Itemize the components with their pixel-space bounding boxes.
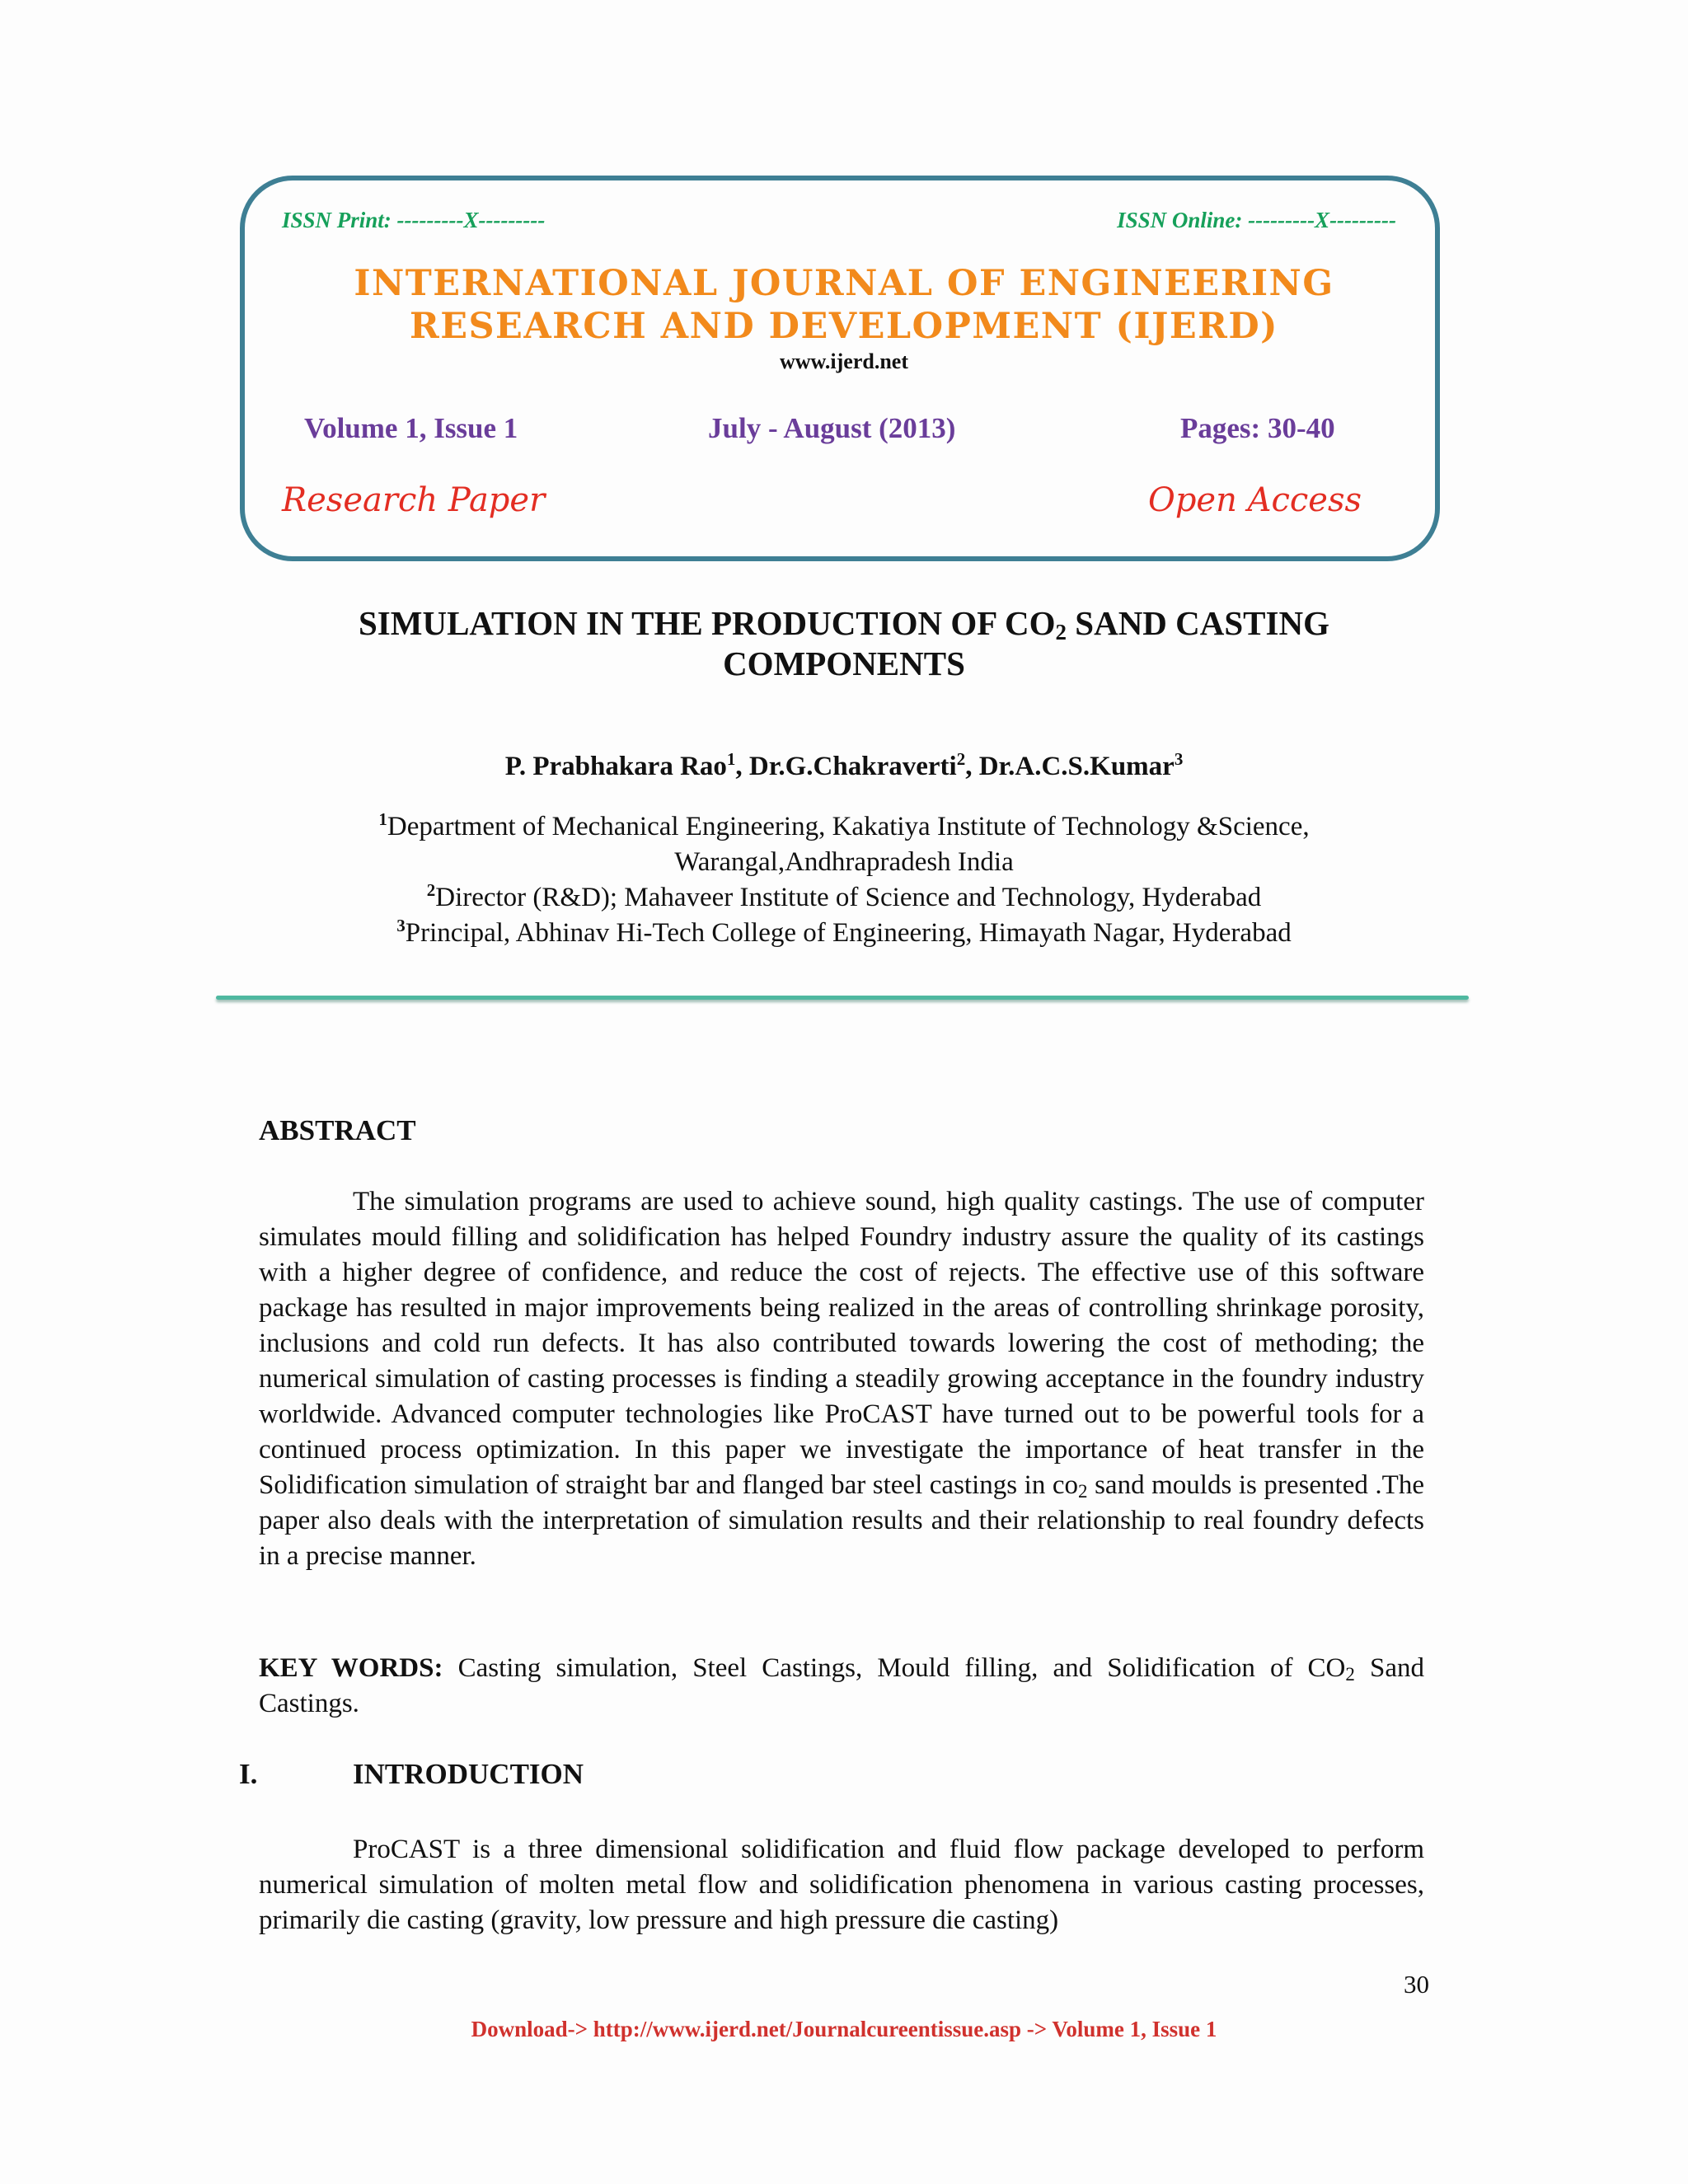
- open-access-label: Open Access: [1148, 481, 1362, 519]
- abstract-heading: ABSTRACT: [259, 1114, 416, 1146]
- affiliation-3: $^3$Principal, Abhinav Hi-Tech College of Engineering, Himayath Nagar, Hyderabad: [396, 916, 1292, 948]
- page-range: Pages: 30-40: [1180, 412, 1335, 444]
- author: P. Prabhakara Rao$^1$,: [504, 749, 749, 781]
- journal-title-line2: RESEARCH AND DEVELOPMENT (IJERD): [409, 306, 1278, 347]
- paper-title-line2: COMPONENTS: [723, 644, 965, 682]
- author: Dr.G.Chakraverti$^2$,: [748, 749, 979, 781]
- journal-title: [247, 262, 1441, 348]
- journal-title-line1: INTERNATIONAL JOURNAL OF ENGINEERING: [354, 263, 1334, 304]
- section-number: I.: [239, 1758, 258, 1790]
- issn-online: ISSN Online: ---------X---------: [1117, 208, 1396, 232]
- volume-issue: Volume 1, Issue 1: [304, 412, 518, 444]
- keywords: KEY WORDS: Casting simulation, Steel Castings, Mould filling, and Solidification of $CO_2$ Sand Castings.: [259, 1653, 1424, 1718]
- author-list: [247, 749, 1441, 782]
- keywords-label: KEY WORDS:: [259, 1653, 443, 1683]
- section-divider: [216, 996, 1469, 1000]
- download-link[interactable]: Download-> http://www.ijerd.net/Journalcureentissue.asp -> Volume 1, Issue 1: [471, 2017, 1217, 2041]
- abstract-text: The simulation programs are used to achieve sound, high quality castings. The use of computer simulates mould filling and solidification has helped Foundry industry assure the quality of its castings with a higher degree of confidence, and reduce the cost of rejects. The effective use of this software package has resulted in major improvements being realized in the areas of controlling shrinkage porosity, inclusions and cold run defects. It has also contributed towards lowering the cost of methoding; the numerical simulation of casting processes is finding a steadily growing acceptance in the foundry industry worldwide. Advanced computer technologies like ProCAST have turned out to be powerful tools for a continued process optimization. In this paper we investigate the importance of heat transfer in the Solidification simulation of straight bar and flanged bar steel castings in $co_2$ sand moulds is presented .The paper also deals with the interpretation of simulation results and their relationship to real foundry defects in a precise manner.: [259, 1187, 1424, 1571]
- affiliation-1: $^1$Department of Mechanical Engineering, Kakatiya Institute of Technology &Science,: [378, 809, 1310, 841]
- paper-title-line1: SIMULATION IN THE PRODUCTION OF $CO_2$ SAND CASTING: [359, 604, 1329, 644]
- page-number: 30: [1404, 1970, 1429, 1999]
- paper-title: [247, 603, 1441, 684]
- issn-print: ISSN Print: ---------X---------: [282, 208, 546, 232]
- journal-website-link[interactable]: www.ijerd.net: [780, 349, 908, 373]
- affiliation-1-cont: Warangal,Andhrapradesh India: [674, 847, 1014, 877]
- affiliation-2: $^2$Director (R&D); Mahaveer Institute of Science and Technology, Hyderabad: [426, 880, 1262, 912]
- introduction-text: ProCAST is a three dimensional solidification and fluid flow package developed to perform numerical simulation of molten metal flow and solidification phenomena in various casting processes, primarily die casting (gravity, low pressure and high pressure die casting): [259, 1835, 1424, 1935]
- paper-type-label: Research Paper: [282, 481, 546, 519]
- author: Dr.A.C.S.Kumar$^3$: [978, 749, 1184, 781]
- publication-period: July - August (2013): [708, 412, 956, 444]
- introduction-heading: INTRODUCTION: [353, 1758, 584, 1790]
